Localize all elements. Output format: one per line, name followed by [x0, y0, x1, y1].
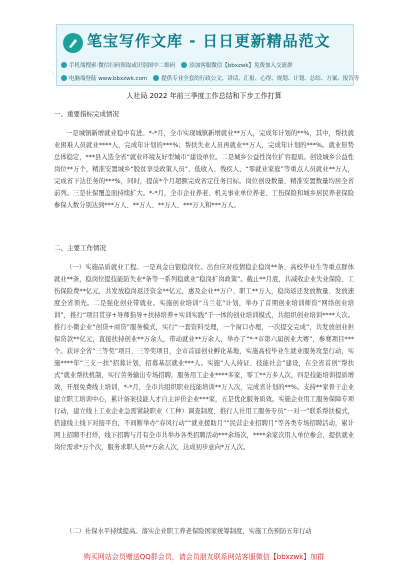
document-title: 人社局 2022 年前三季度工作总结和下步工作打算	[126, 92, 282, 100]
check-icon	[153, 75, 159, 81]
wechat-icon	[181, 62, 187, 68]
section-heading-2: 二、主要工作情况	[54, 244, 106, 252]
brand-title: 笔宝写作文库 - 日日更新精品范文	[87, 32, 331, 50]
banner-item-mobile: 手机端搜索·微信扫码领取或识别图中二维码	[61, 60, 175, 69]
paragraph-employment: （一）实施品质就业工程。一是真金白银稳岗位。出台应对疫情稳企稳岗**条、高校毕业生等重点群体就业**条，稳岗位提技能防失业*条等一系列稳就业“稳岗扩岗政策”。截止**月底，共减收企业失业保险、工伤保险费**亿元，共发放稳岗返还资金**亿元，惠及企业**万户、职工**万人，稳岗返还发放数量、发放速度全省领先。二是强化创业带就业。实施创业培训“马兰花”计划，举办了首期创业培训师资“网络创业培训”，推行“项目贯穿+导师指导+扶持培养+实训实践”于一体的创业培训模式，共组织创业培训****人次。推行小微企业“创贷+商贷”服务模式，实行“一套资料受理，一个窗口办理，一次提交完成”，共发放创业担保贷款**亿元，直接扶持创业**万余人，带动就业**万余人，举办了“*·*市第六届创业大赛”，参赛项目***个。获评全省“三等奖”项目、三等奖项目，全市首届创业孵化基地，实施高校毕业生就业服务攻坚行动，实施****年“三支一扶”招募计划，招募基层就业***人。实施“人人持证、技能社会”建设，在全省首创“帮扶式”就业帮扶机制，实行劳务输出专场招聘，服务用工企业****多家，零工**万多人次，四是技能培训提质增效，开展免费线上培训，*-*月，全市共组织职业技能培训**万人次，完成省计划的**%。支持**家骨干企业建立职工培训中心，累计备案技能人才自主评价企业***家，五是优化服务质效。实施企业用工服务保障专项行动，建立线上工业企业急需紧缺职业（工种）调查制度，推行人社用工服务专员“一对一”联系帮扶模式，搭建线上线下对接平台，不间断举办“春风行动”“就业援助月”“民营企业招聘月”等各类专场招聘活动，累计网上招聘不打烊，线下招聘与月有全市共举办各类招聘活动***余场次，****余家次用人单位参会，提供就业岗位需求*万个次，服务求职人员**万余人次，达成初步意向*万人次。	[54, 264, 354, 451]
banner-item-website[interactable]: 电脑端登陆 www.bbxzwk.com	[61, 73, 147, 82]
paragraph-indicators: 一是城镇新增就业稳中有进。*-*月，全市实现城镇新增就业**万人，完成年计划的**%，其中，帮扶就业困难人员就业****人，完成年计划的***%；帮扶失业人员再就业**万人，完成年计划的***%。就业形势总体稳定，***县入选全省“就业环境友好型城市”建设单位。二是城乡公益性岗位扩容提质。创设城乡公益性岗位**万个，精准安置城乡“脱贫享受政策人员”、低收入、残疾人、“零就业家庭”等重点人员就业**万人，完成省下达任务的***%，同时，提前*个月超额完成省定任务目标。岗位创设数量、精准安置数量均居全省前列。三是社保覆盖面持续扩大。*-*月，全市企业养老、机关事业单位养老、工伤保险和城乡居民养老保险参保人数分别达到***万人、**万人、**万人、***万人和***万人。	[54, 130, 354, 209]
paragraph-social-security: （二）社保水平持续提高。落实企业职工养老保险国家统筹制度，实施工伤预防五年行动	[66, 528, 312, 535]
section-heading-1: 一、重要指标完成情况	[54, 110, 119, 118]
banner-item-services: 提供专业全套的行政公文、讲话、汇报、心得、规划、计划、总结、方案、报告等	[153, 73, 359, 82]
banner-item-wechat: 添加客服微信【bbxzwk】免费加入交流群	[181, 60, 292, 69]
phone-icon	[61, 62, 67, 68]
promo-footer: 购买网站会员赠送QQ群会员，请会员朋友联系网站客服微信【bbxzwk】加群	[83, 553, 325, 561]
monitor-icon	[61, 75, 67, 81]
promo-banner[interactable]	[56, 24, 360, 86]
banner-row-2	[61, 73, 360, 82]
banner-row-1	[61, 60, 351, 69]
logo-icon	[63, 33, 83, 53]
